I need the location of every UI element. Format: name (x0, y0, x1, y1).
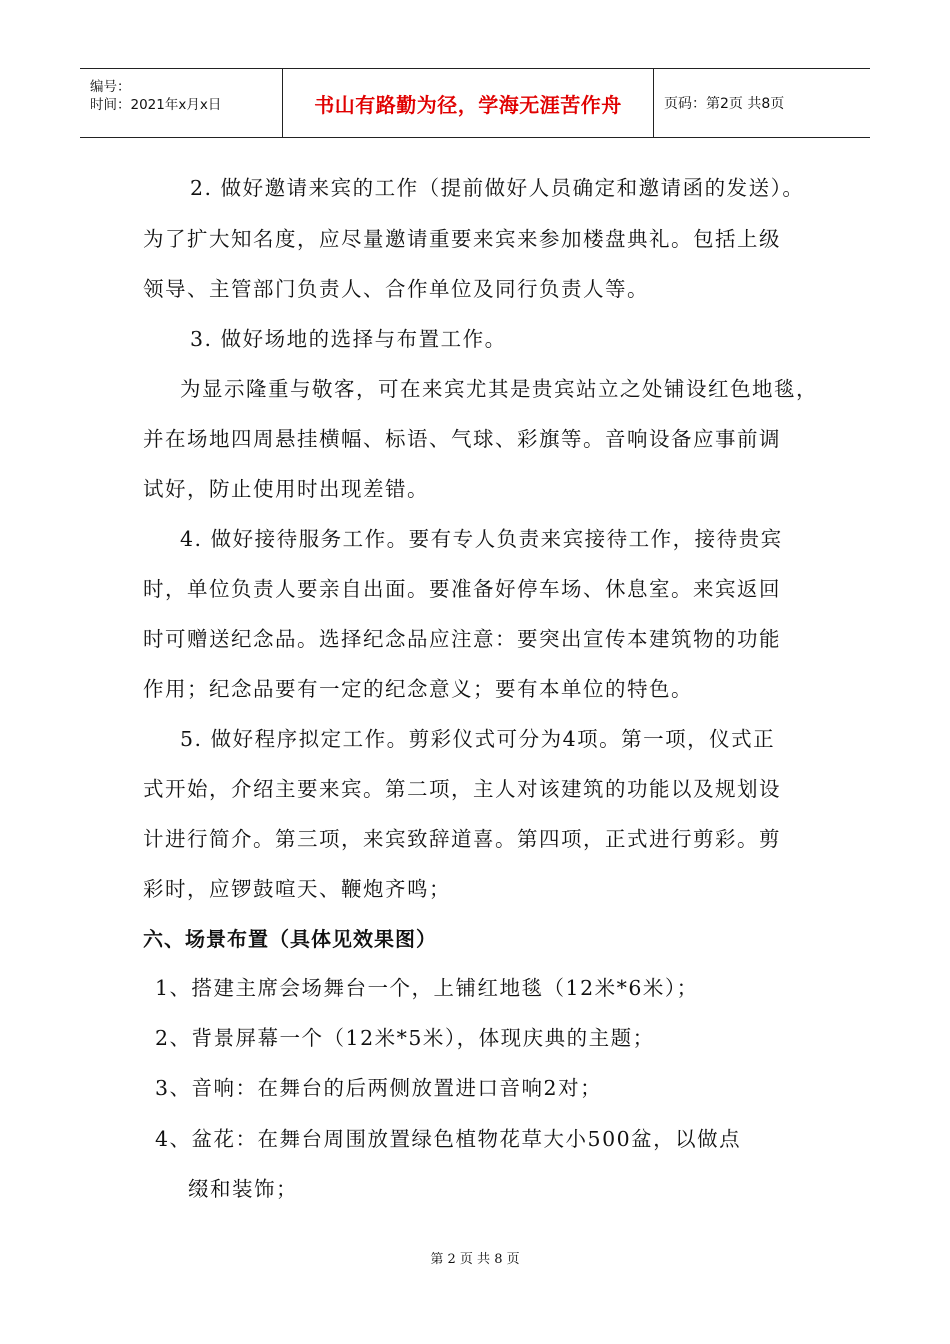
header-meta-cell (80, 69, 283, 137)
header-page-cell (654, 69, 870, 137)
paragraph-line: 彩时，应锣鼓喧天、鞭炮齐鸣； (143, 877, 451, 901)
paragraph-line: 3. 做好场地的选择与布置工作。 (190, 327, 507, 351)
list-item-continuation: 缀和装饰； (188, 1177, 298, 1201)
paragraph-line: 式开始，介绍主要来宾。第二项，主人对该建筑的功能以及规划设 (143, 777, 781, 801)
paragraph-line: 为了扩大知名度，应尽量邀请重要来宾来参加楼盘典礼。包括上级 (143, 227, 781, 251)
paragraph-line: 计进行简介。第三项，来宾致辞道喜。第四项，正式进行剪彩。剪 (143, 827, 781, 851)
paragraph-line: 作用；纪念品要有一定的纪念意义；要有本单位的特色。 (143, 677, 693, 701)
paragraph-line: 2. 做好邀请来宾的工作（提前做好人员确定和邀请函的发送）。 (190, 176, 805, 200)
paragraph-line: 领导、主管部门负责人、合作单位及同行负责人等。 (143, 277, 649, 301)
paragraph-line: 时可赠送纪念品。选择纪念品应注意：要突出宣传本建筑物的功能 (143, 627, 781, 651)
motto: 书山有路勤为径，学海无涯苦作舟 (314, 92, 622, 117)
paragraph-line: 为显示隆重与敬客，可在来宾尤其是贵宾站立之处铺设红色地毯， (180, 377, 818, 401)
serial-label: 编号： (90, 79, 131, 95)
page-footer: 第 2 页 共 8 页 (430, 1252, 520, 1267)
page-label: 页码：第2页 共8页 (664, 96, 785, 112)
section-heading: 六、场景布置（具体见效果图） (143, 927, 437, 951)
paragraph-line: 时，单位负责人要亲自出面。要准备好停车场、休息室。来宾返回 (143, 577, 781, 601)
paragraph-line: 并在场地四周悬挂横幅、标语、气球、彩旗等。音响设备应事前调 (143, 427, 781, 451)
paragraph-line: 4. 做好接待服务工作。要有专人负责来宾接待工作，接待贵宾 (180, 527, 783, 551)
page-header (80, 68, 870, 138)
list-item: 4、盆花：在舞台周围放置绿色植物花草大小500盆，以做点 (155, 1127, 742, 1151)
list-item: 1、搭建主席会场舞台一个，上铺红地毯（12米*6米）； (155, 976, 699, 1000)
date-label: 时间：2021年x月x日 (90, 97, 222, 113)
header-motto-cell (283, 69, 654, 137)
paragraph-line: 5. 做好程序拟定工作。剪彩仪式可分为4项。第一项，仪式正 (180, 727, 776, 751)
list-item: 2、背景屏幕一个（12米*5米），体现庆典的主题； (155, 1026, 655, 1050)
list-item: 3、音响：在舞台的后两侧放置进口音响2对； (155, 1076, 603, 1100)
paragraph-line: 试好，防止使用时出现差错。 (143, 477, 429, 501)
